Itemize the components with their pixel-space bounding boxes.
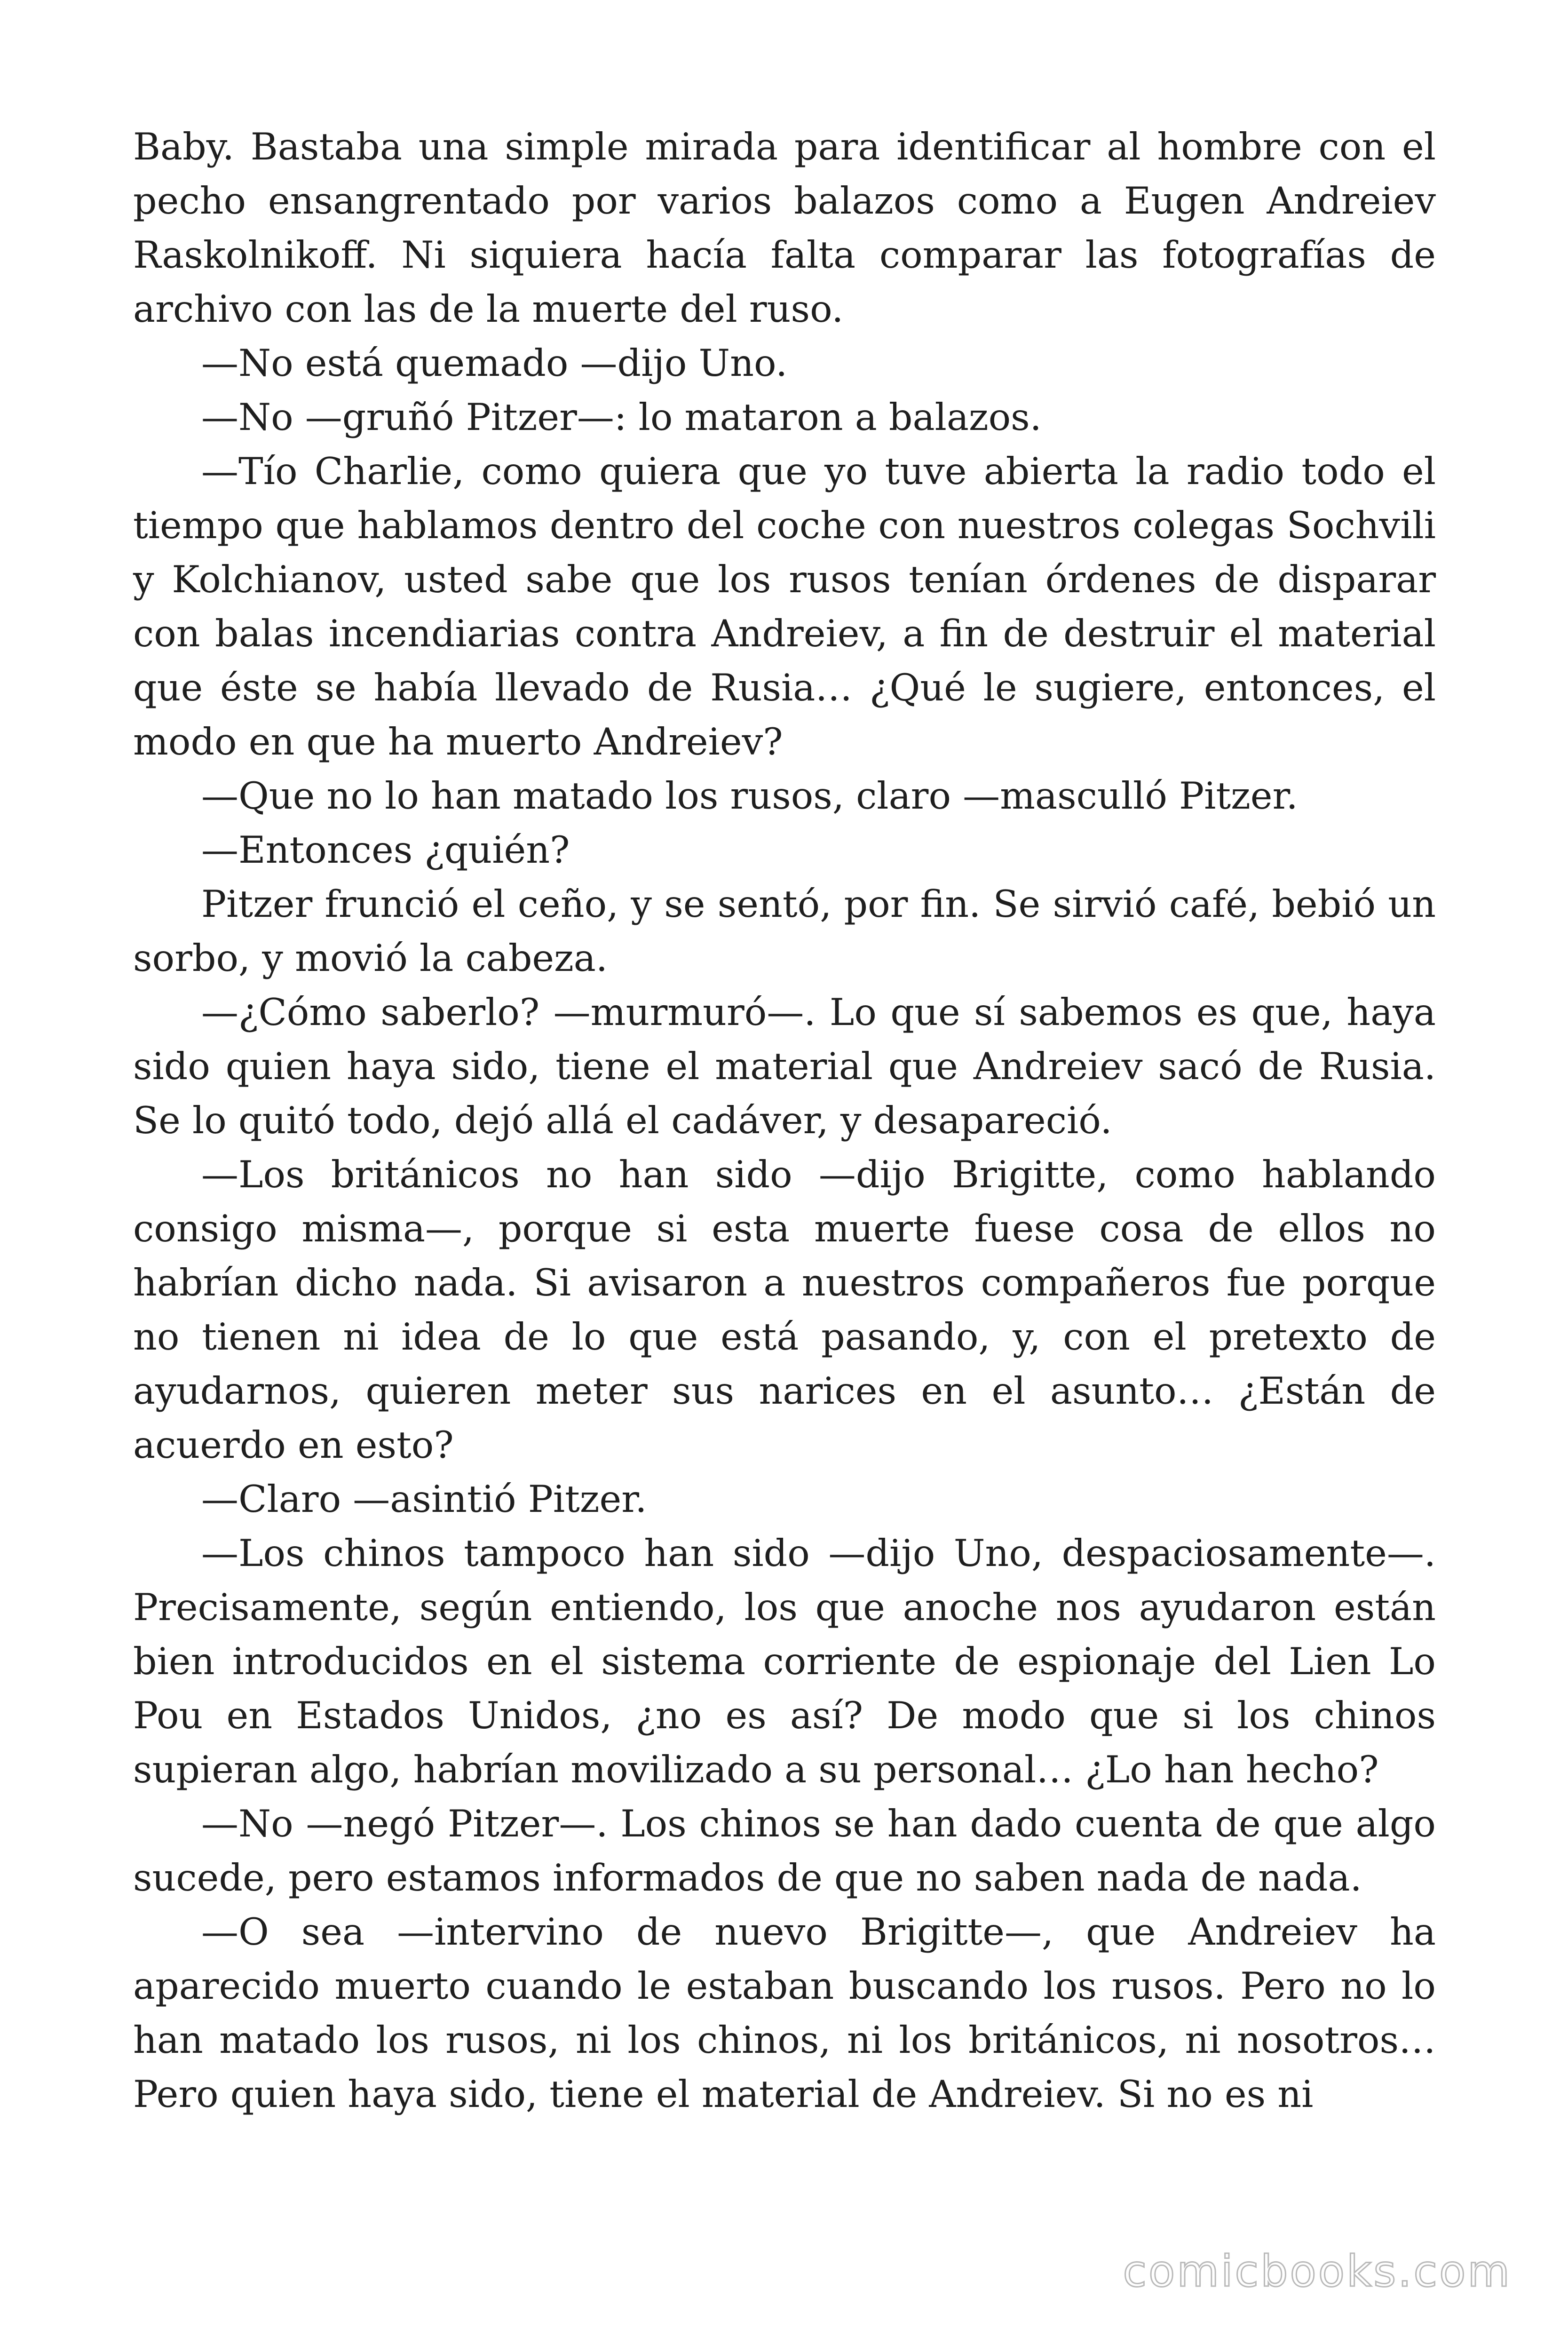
paragraph: Baby. Bastaba una simple mirada para identificar al hombre con el pecho ensangrentado por varios balazos como a Eugen Andreiev Raskolnikoff. Ni siquiera hacía falta comparar las fotografías de archivo con las de la muerte del ruso.	[133, 125, 1436, 331]
paragraph: —No —gruñó Pitzer—: lo mataron a balazos.	[201, 396, 1042, 439]
body-text	[133, 120, 1436, 2122]
paragraph: —Tío Charlie, como quiera que yo tuve abierta la radio todo el tiempo que hablamos dentro del coche con nuestros colegas Sochvili y Kolchianov, usted sabe que los rusos tenían órdenes de disparar con balas incendiarias contra Andreiev, a fin de destruir el material que éste se había llevado de Rusia… ¿Qué le sugiere, entonces, el modo en que ha muerto Andreiev?	[133, 450, 1436, 763]
watermark: comicbooks.com	[1123, 2246, 1512, 2296]
paragraph: —Entonces ¿quién?	[201, 828, 570, 872]
paragraph: —¿Cómo saberlo? —murmuró—. Lo que sí sabemos es que, haya sido quien haya sido, tiene el material que Andreiev sacó de Rusia. Se lo quitó todo, dejó allá el cadáver, y desapareció.	[133, 991, 1436, 1142]
paragraph: —No está quemado —dijo Uno.	[201, 342, 788, 385]
paragraph: —No —negó Pitzer—. Los chinos se han dado cuenta de que algo sucede, pero estamos informados de que no saben nada de nada.	[133, 1802, 1436, 1899]
paragraph: —Claro —asintió Pitzer.	[201, 1478, 647, 1521]
paragraph: —Que no lo han matado los rusos, claro —masculló Pitzer.	[201, 774, 1298, 818]
paragraph: —Los británicos no han sido —dijo Brigitte, como hablando consigo misma—, porque si esta muerte fuese cosa de ellos no habrían dicho nada. Si avisaron a nuestros compañeros fue porque no tienen ni idea de lo que está pasando, y, con el pretexto de ayudarnos, quieren meter sus narices en el asunto… ¿Están de acuerdo en esto?	[133, 1153, 1436, 1467]
paragraph: —O sea —intervino de nuevo Brigitte—, que Andreiev ha aparecido muerto cuando le estaban buscando los rusos. Pero no lo han matado los rusos, ni los chinos, ni los británicos, ni nosotros… Pero quien haya sido, tiene el material de Andreiev. Si no es ni	[133, 1910, 1436, 2116]
paragraph: —Los chinos tampoco han sido —dijo Uno, despaciosamente—. Precisamente, según entiendo, los que anoche nos ayudaron están bien introducidos en el sistema corriente de espionaje del Lien Lo Pou en Estados Unidos, ¿no es así? De modo que si los chinos supieran algo, habrían movilizado a su personal… ¿Lo han hecho?	[133, 1532, 1436, 1791]
paragraph: Pitzer frunció el ceño, y se sentó, por fin. Se sirvió café, bebió un sorbo, y movió la cabeza.	[133, 882, 1436, 980]
